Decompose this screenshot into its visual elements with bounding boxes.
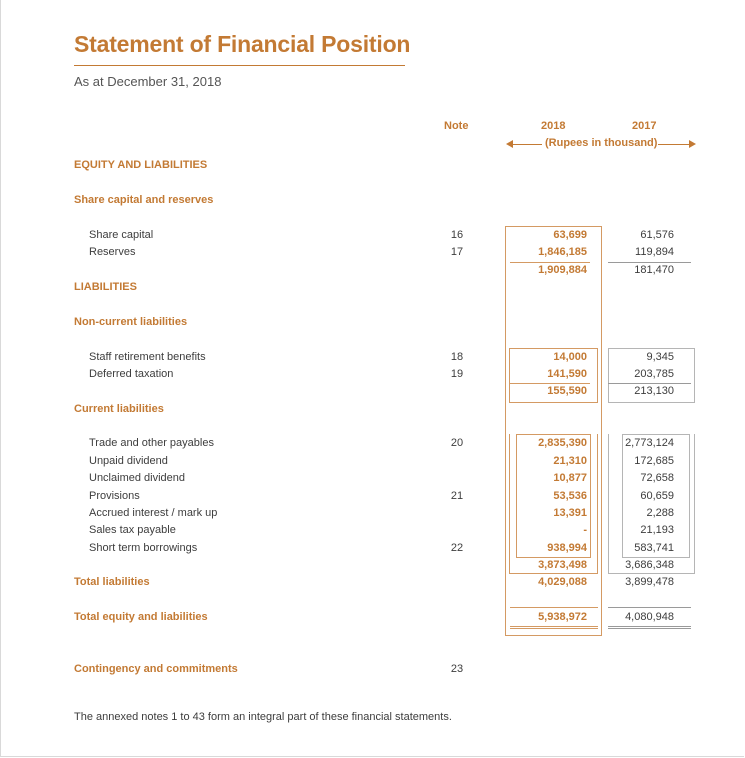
noncurrent-total-2018: 155,590 <box>547 385 587 397</box>
row-label-provisions: Provisions <box>89 490 140 502</box>
section-share-capital-reserves: Share capital and reserves <box>74 194 214 206</box>
equity-2017-rule <box>608 262 691 263</box>
row-note-provisions: 21 <box>450 490 464 502</box>
noncurrent-total-2017: 213,130 <box>634 385 674 397</box>
row-2017-sales-tax: 21,193 <box>640 524 674 536</box>
units-line-right <box>658 144 690 145</box>
title-underline <box>74 65 405 66</box>
row-2017-unclaimed-dividend: 72,658 <box>640 472 674 484</box>
section-non-current-liabilities: Non-current liabilities <box>74 316 188 328</box>
section-liabilities: LIABILITIES <box>74 281 137 293</box>
row-2018-deferred-tax: 141,590 <box>547 368 587 380</box>
row-2018-short-term-borrowings: 938,994 <box>547 542 587 554</box>
row-note-trade-payables: 20 <box>450 437 464 449</box>
row-label-trade-payables: Trade and other payables <box>89 437 214 449</box>
row-label-reserves: Reserves <box>89 246 136 258</box>
note-column-header: Note <box>444 120 469 132</box>
row-label-unclaimed-dividend: Unclaimed dividend <box>89 472 185 484</box>
footnote: The annexed notes 1 to 43 form an integral part of these financial statements. <box>74 711 452 723</box>
total-liabilities-2018: 4,029,088 <box>538 576 587 588</box>
row-note-deferred-tax: 19 <box>450 368 464 380</box>
row-label-unpaid-dividend: Unpaid dividend <box>89 455 168 467</box>
row-2017-share-capital: 61,576 <box>640 229 674 241</box>
row-note-contingency: 23 <box>450 663 464 675</box>
units-line-left <box>512 144 542 145</box>
section-total-equity-and-liabilities: Total equity and liabilities <box>74 611 208 623</box>
row-note-short-term-borrowings: 22 <box>450 542 464 554</box>
row-2018-provisions: 53,536 <box>553 490 587 502</box>
row-2017-short-term-borrowings: 583,741 <box>634 542 674 554</box>
row-note-staff-retirement: 18 <box>450 351 464 363</box>
page-title: Statement of Financial Position <box>74 31 411 57</box>
row-label-staff-retirement: Staff retirement benefits <box>89 351 206 363</box>
noncurrent-2018-rule <box>510 383 590 384</box>
equity-total-2018: 1,909,884 <box>538 264 587 276</box>
section-contingency-commitments: Contingency and commitments <box>74 663 238 675</box>
total-liabilities-2017: 3,899,478 <box>625 576 674 588</box>
row-label-short-term-borrowings: Short term borrowings <box>89 542 198 554</box>
row-2017-staff-retirement: 9,345 <box>646 351 674 363</box>
year-2017-header: 2017 <box>632 120 657 132</box>
row-2017-unpaid-dividend: 172,685 <box>634 455 674 467</box>
row-2018-trade-payables: 2,835,390 <box>538 437 587 449</box>
total-equity-liabilities-2018: 5,938,972 <box>538 611 587 623</box>
column-2018-frame <box>505 226 602 636</box>
grand-2017-rule-bottom <box>608 626 691 629</box>
row-label-accrued-interest: Accrued interest / mark up <box>89 507 218 519</box>
current-total-2018: 3,873,498 <box>538 559 587 571</box>
row-note-reserves: 17 <box>450 246 464 258</box>
row-2017-deferred-tax: 203,785 <box>634 368 674 380</box>
row-2017-trade-payables: 2,773,124 <box>625 437 674 449</box>
row-2017-provisions: 60,659 <box>640 490 674 502</box>
section-total-liabilities: Total liabilities <box>74 576 150 588</box>
row-2018-accrued-interest: 13,391 <box>553 507 587 519</box>
row-2018-staff-retirement: 14,000 <box>553 351 587 363</box>
row-2018-unclaimed-dividend: 10,877 <box>553 472 587 484</box>
grand-2018-rule-top <box>510 607 598 608</box>
row-2017-accrued-interest: 2,288 <box>646 507 674 519</box>
equity-total-2017: 181,470 <box>634 264 674 276</box>
year-2018-header: 2018 <box>541 120 566 132</box>
total-equity-liabilities-2017: 4,080,948 <box>625 611 674 623</box>
section-current-liabilities: Current liabilities <box>74 403 164 415</box>
row-2018-share-capital: 63,699 <box>553 229 587 241</box>
grand-2018-rule-bottom <box>510 626 598 629</box>
row-2018-sales-tax: - <box>583 524 587 536</box>
row-label-sales-tax: Sales tax payable <box>89 524 176 536</box>
row-2018-reserves: 1,846,185 <box>538 246 587 258</box>
right-arrow-icon <box>689 140 696 148</box>
current-total-2017: 3,686,348 <box>625 559 674 571</box>
equity-2018-rule <box>510 262 590 263</box>
row-note-share-capital: 16 <box>450 229 464 241</box>
section-equity-and-liabilities: EQUITY AND LIABILITIES <box>74 159 208 171</box>
row-2017-reserves: 119,894 <box>635 246 674 258</box>
grand-2017-rule-top <box>608 607 691 608</box>
noncurrent-2017-rule <box>608 383 691 384</box>
row-2018-unpaid-dividend: 21,310 <box>553 455 587 467</box>
units-label: (Rupees in thousand) <box>545 137 658 149</box>
row-label-share-capital: Share capital <box>89 229 154 241</box>
row-label-deferred-tax: Deferred taxation <box>89 368 174 380</box>
page-subtitle: As at December 31, 2018 <box>74 74 222 89</box>
